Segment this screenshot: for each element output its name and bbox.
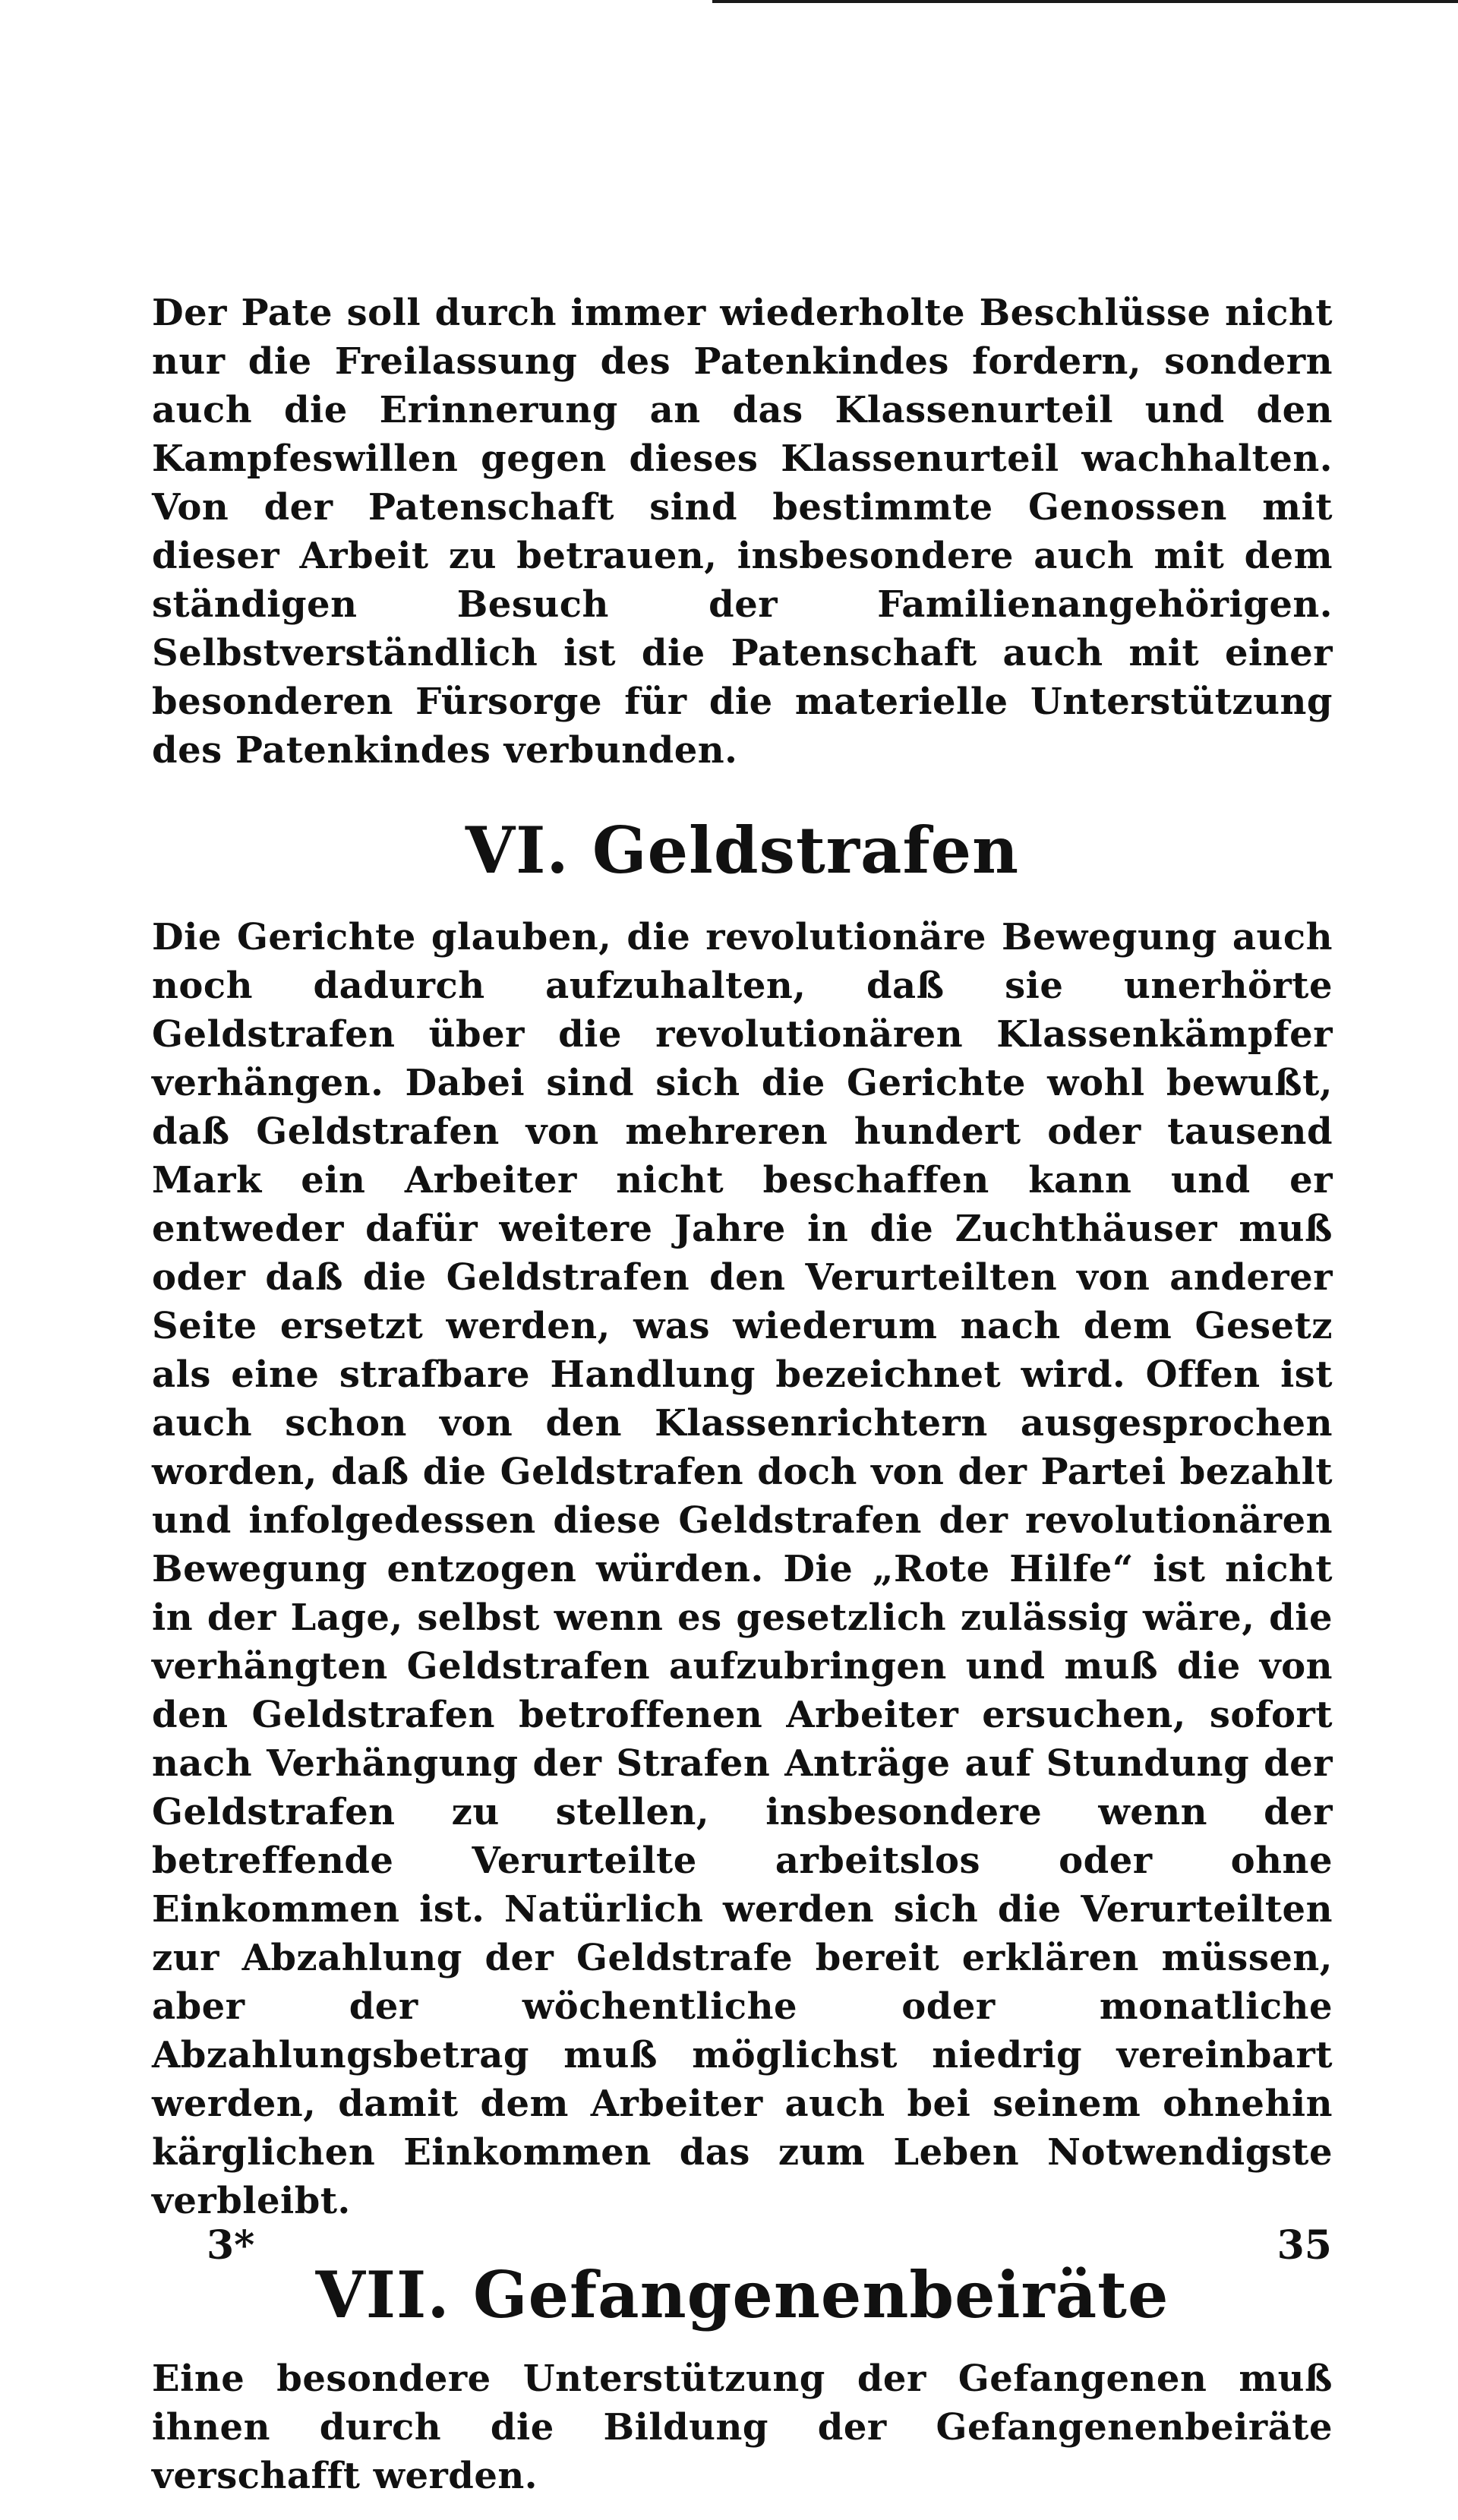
printer-signature: 3* [207,2222,255,2269]
section-vi-heading: VI. Geldstrafen [465,813,1020,888]
page-footer [207,2219,1332,2272]
section-vii-paragraph: Eine besondere Unterstützung der Gefangenen muß ihnen durch die Bildung der Gefangenenbeiräte verschafft werden. [152,2357,1333,2497]
top-edge-rule [712,0,1458,3]
page-body [152,289,1333,2500]
page-number: 35 [1277,2222,1332,2269]
section-vii-heading: VII. Gefangenenbeiräte [315,2257,1169,2332]
intro-paragraph: Der Pate soll durch immer wiederholte Beschlüsse nicht nur die Freilassung des Patenkindes fordern, sondern auch die Erinnerung an das Klassenurteil und den Kampfeswillen gegen dieses Klassenurteil wachhalten. Von der Patenschaft sind bestimmte Genossen mit dieser Arbeit zu betrauen, insbesondere auch mit dem ständigen Besuch der Familienangehörigen. Selbstverständlich ist die Patenschaft auch mit einer besonderen Fürsorge für die materielle Unterstützung des Patenkindes verbunden. [152,292,1333,772]
section-vi-paragraph: Die Gerichte glauben, die revolutionäre Bewegung auch noch dadurch aufzuhalten, daß sie unerhörte Geldstrafen über die revolutionären Klassenkämpfer verhängen. Dabei sind sich die Gerichte wohl bewußt, daß Geldstrafen von mehreren hundert oder tausend Mark ein Arbeiter nicht beschaffen kann und er entweder dafür weitere Jahre in die Zuchthäuser muß oder daß die Geldstrafen den Verurteilten von anderer Seite ersetzt werden, was wiederum nach dem Gesetz als eine strafbare Handlung bezeichnet wird. Offen ist auch schon von den Klassenrichtern ausgesprochen worden, daß die Geldstrafen doch von der Partei bezahlt und infolgedessen diese Geldstrafen der revolutionären Bewegung entzogen würden. Die „Rote Hilfe“ ist nicht in der Lage, selbst wenn es gesetzlich zulässig wäre, die verhängten Geldstrafen aufzubringen und muß die von den Geldstrafen betroffenen Arbeiter ersuchen, sofort nach Verhängung der Strafen Anträge auf Stundung der Geldstrafen zu stellen, insbesondere wenn der betreffende Verurteilte arbeitslos oder ohne Einkommen ist. Natürlich werden sich die Verurteilten zur Abzahlung der Geldstrafe bereit erklären müssen, aber der wöchentliche oder monatliche Abzahlungsbetrag muß möglichst niedrig vereinbart werden, damit dem Arbeiter auch bei seinem ohnehin kärglichen Einkommen das zum Leben Notwendigste verbleibt. [152,916,1333,2222]
